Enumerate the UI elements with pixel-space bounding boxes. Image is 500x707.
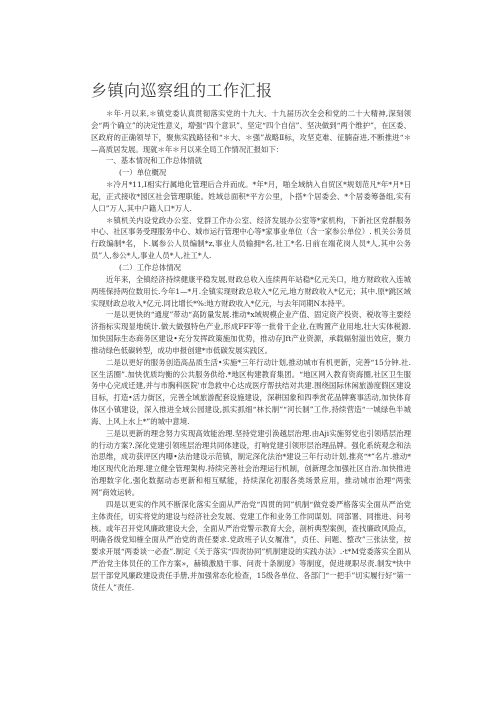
document-title: 乡镇向巡察组的工作汇报	[91, 81, 273, 100]
paragraph: 三是以更新的理念努力实现高效能治理.坚持党建引涣越层治理.由Aji实施努党也引领塔层治理的行动方案?.深化党建引领班层治理共同体建设，打响党建引领形层治理品牌。强化系统观念和法治思维，成功获评区内曝•法治建设示范镇，制定深化法治*建设三年行动计划,推亮“*”名片.推动*地区现代化治理.建立健全管理架构.持续完善社会治理运行机制，创新理念加强社区自治.加快推进治理数字化,强化数据动态更新和相互赋能，持续深化初服各类场景应用，推动城市治理“两张网”商效运转。	[91, 428, 411, 497]
paragraph: ＊冷月*11,I相实行属地化管理后合并而成。*年*月，啪全域纳入自贸区*规划范凡*年*月*日起，正式接收*园区社会管理职能。姓域总面积*平方公里，卜搭*个居委会、*个居委筹备组,实有人口”万人,其中户籍人口*万人.	[91, 180, 411, 213]
paragraph: 近年来，全镇经济持续健康平稳发展,财政总收入连续两年站稳*亿元关口，地方财政收入连城两班保持两位数用长.今年1—*月.全镇实现财政总收入*亿元,地方财政收入*亿元；其中.原*跳区域实现财政总收入*亿元.同比增长*%:地方财政收入*亿元，与去年同期N本持平。	[91, 274, 411, 308]
paragraph: (一）单位概况	[119, 168, 167, 178]
paragraph: 二是以更好的服务创造高品质生活•实施*三年行动计划,推动城市有机更新，完善“15分钟.社.区生活圈”.加快优质均衡的公共服务供给.*地区构建教育集团。“地区网入教育资海圈,社区卫生服务中心完成迁建,并与市胸科医院'市急救中心达成医疗帮扶结对共建.围绕国际休闲旅游度假区建设目标，打造•活力街区，完善全域旅游配套设施建设，深耕国象和四季赏花品牌赛事活动,加快体育体区小镇建设，深入推进全域公园建设,抓实抓细“林长制”“河长制”工作,持续营造“一城绿色半城海、上风上水上*”的城中意境.	[91, 357, 411, 426]
paragraph: 一是以更快的“通度”带动“高防量发展.推动*x域规模企业产值、固定资产投资、税收等主要经济指标实现显地统计.做大做强特色产业,形成FFF等一批骨干企业,在购置产业用地,壮大实体税源.加快国际生态商务区建设•充分发挥政策施加优势，推动存Jft产业资源，承载辐射溢出效应，聚力推动绿色低碳转型，成功申报创建*市低碳发展实践区。	[91, 310, 411, 355]
paragraph: ＊镇机关内设党政办公室、党群工作办公室、经济发展办公室等*家机构，下新社区党群服务中心、社区事务受理服务中心、城市运行管理中心等*家事业单位（含一家参公单位）. 机关公务员行政编制*名，卜.属参公人员编制*z,事业人员输拥*名,社工*名.日前在端花岗人员*人,其中公务员”人,参公*人,事业人员*人,社工*人.	[91, 215, 411, 261]
document-body	[91, 108, 411, 594]
paragraph: (二）工作总体情况	[119, 262, 182, 272]
paragraph: ＊年·月以来,＊镇党委认真贯彻落实党的十九大、十九届历次全会和党的二十大精神,深刻领会“两个确立”的决定性意义，增强“四个意识”、坚定“四个自信”、坚决做到“两个维护”，在区委、区政府的正确领导下，聚焦实践路径和“＊大、＊强”战略Ⅱ标，攻坚克难、征腩奋进,不断推进“＊—高质居发展。现就＊年＊月以来全局工作情况汇报如下：	[91, 109, 411, 154]
paragraph: 四是以更实的作风不断深化落实全面从严治党“四贯的同”机制“做党委严格落实全面从严治党主体责任，切实将党的建设与经济社会发展、党建工作和业务工作同谋划、同部署、同推进、问考核。或年召开党风廉政建设大会，全面从严治党警示教育大会，剖析典型案例，查找廉政风险点，明确各级党知榷全面从严治党的责任要求.党政班子认女履准”，贞任、问题、整改”三张法堂，按要求开展“两委谈一必查”.制定《关于落实“四责协同”机制建设的实践办法》.·t*M党委落实全面从严治党主体员任的工作方案»，赫镇激励干事、问责十条制度》等制度，促进规职尽责.制发*快中层干部党风廉政建设责任手册,并加强常态化检查，15级各单位、各部门“一把手”切实履行好“第一货任人”责任.	[91, 499, 411, 592]
paragraph: 一、基本情况和工作总体情就	[106, 156, 203, 166]
